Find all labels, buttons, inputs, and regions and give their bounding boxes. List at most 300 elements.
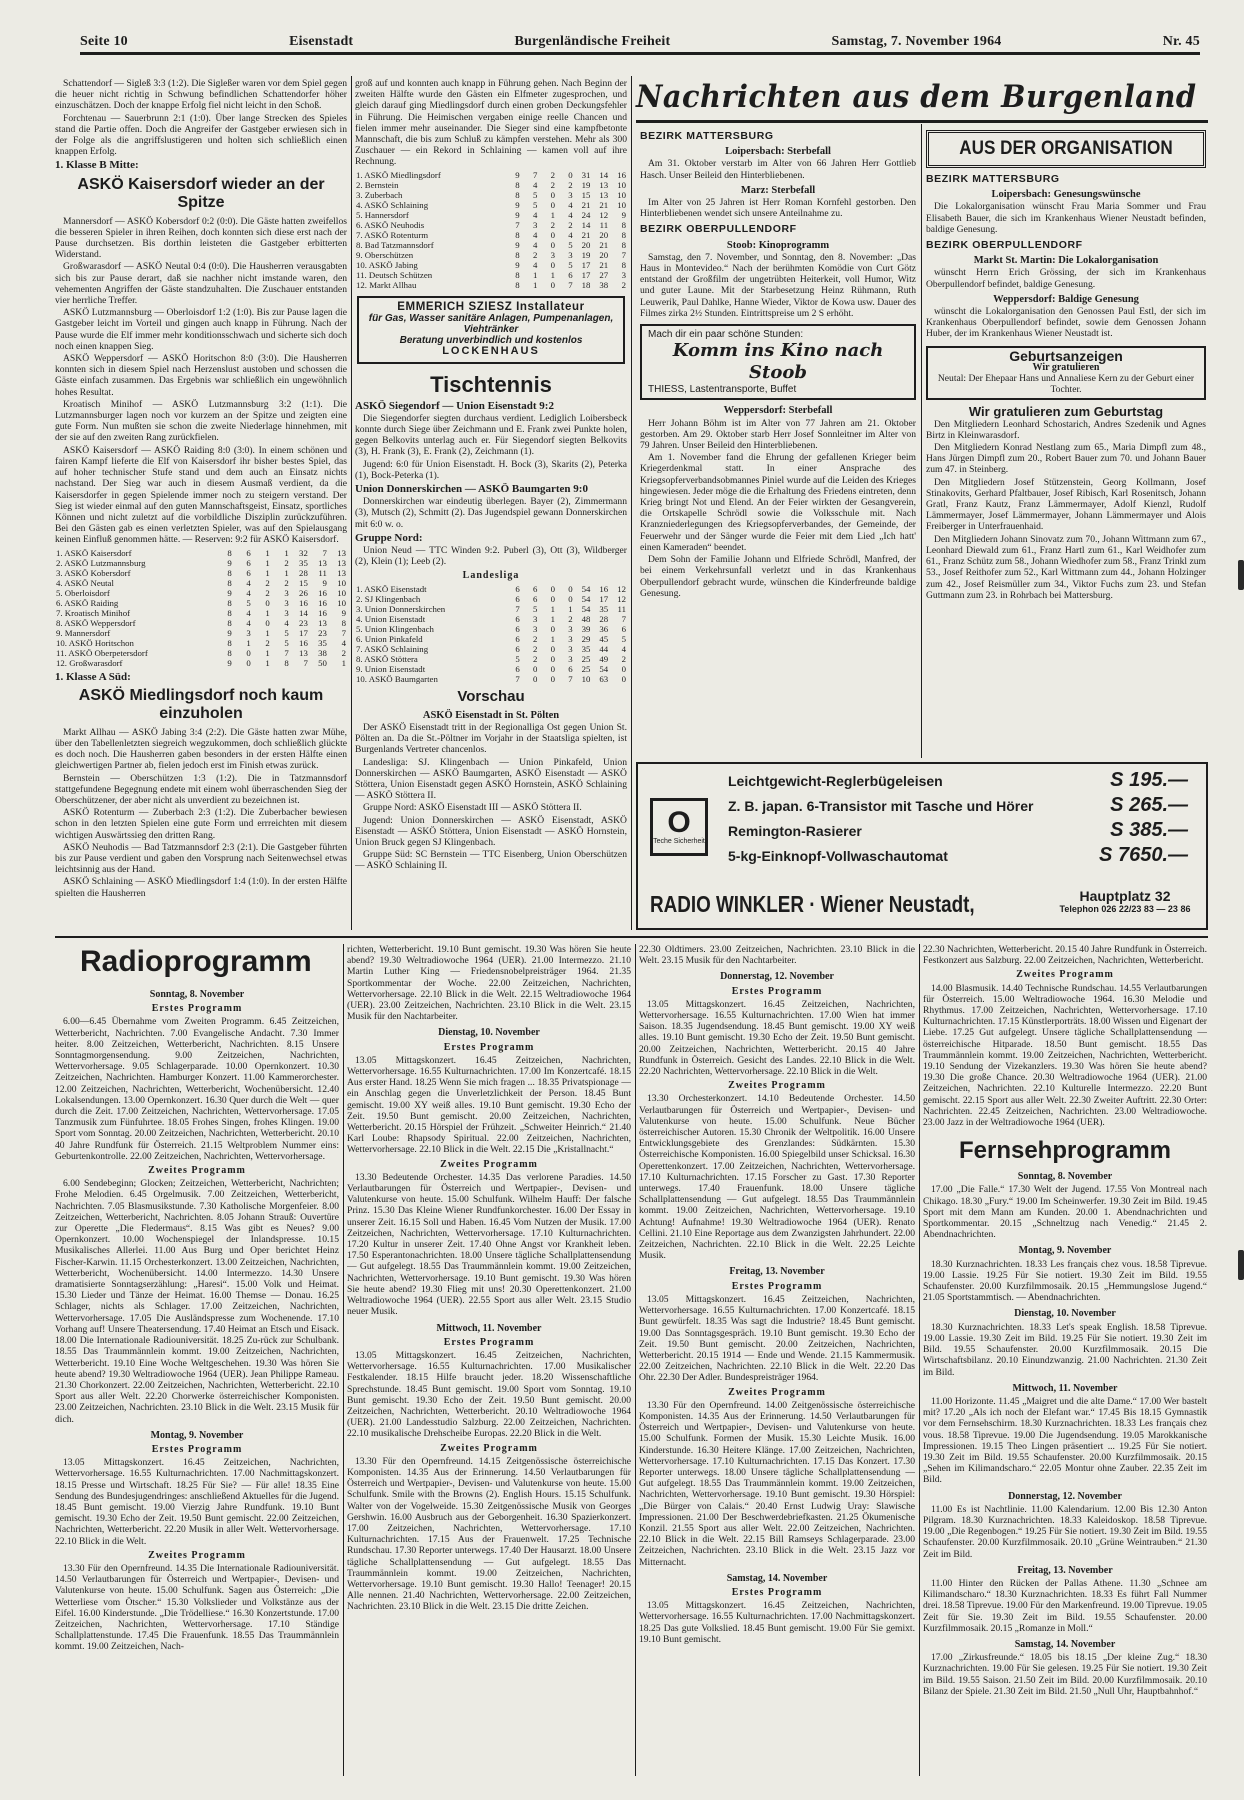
stat-cell: 0	[246, 657, 251, 668]
stat-cell: 13	[337, 557, 346, 568]
newspaper-name: Burgenländische Freiheit	[514, 34, 671, 49]
stat-cell: 16	[599, 583, 609, 594]
team-name: 12. Großwarasdorf	[56, 657, 123, 668]
stat-cell: 0	[550, 239, 555, 250]
team-name: 4. Union Eisenstadt	[356, 613, 426, 624]
channel-label: Zweites Programm	[1016, 969, 1114, 981]
table-row	[355, 614, 627, 624]
match-report: Die Siegendorfer siegten durchaus verdient. Lediglich Loibersbeck konnte durch Siege über Zeichmann und E. Frank zwei Punkte holen, gegen Belkovits unterlag auch er. Für Siegendorf siegten Belkovits (3), H. Frank (3), E. Frank (2), Zeichmann (1).	[355, 412, 627, 458]
ad-line: Komm ins Kino nach Stoob	[672, 340, 884, 384]
stat-cell: 26	[299, 587, 308, 598]
table-row	[55, 588, 347, 598]
headline-miedlingsdorf: ASKÖ Miedlingsdorf noch kaum einzuholen	[78, 686, 324, 722]
stat-cell: 2	[284, 577, 289, 588]
stat-cell: 14	[599, 169, 609, 180]
stat-cell: 14	[299, 607, 308, 618]
match-report: groß auf und konnten auch knapp in Führung gehen. Nach Beginn der zweiten Hälfte wurde den Gästen ein Elfmeter zugesprochen, und gleich darauf ging Miedlingsdorf durch einen groben Deckungsfehler in Führung. Die Heimischen vergaben einige reelle Chancen und fielen immer mehr auseinander. Die Sieger sind eine kampfbetonte Mannschaft, die bis zum Schluß zu kämpfen verstehen. Mehr als 300 Zuschauer — ein Rekord in Schlaining — kamen voll auf ihre Rechnung.	[355, 78, 627, 168]
stat-cell: 2	[532, 249, 538, 260]
table-row	[55, 618, 347, 628]
stat-cell: 38	[318, 647, 327, 658]
stat-cell: 9	[341, 607, 346, 618]
stat-cell: 31	[581, 169, 591, 180]
product-price: S 265.—	[1110, 794, 1188, 816]
table-row	[355, 250, 627, 260]
stat-cell: 8	[227, 617, 232, 628]
ad-line: Mach dir ein paar schöne Stunden:	[648, 329, 804, 341]
news-text: Dem Sohn der Familie Johann und Elfriede Schrödl, Manfred, der bei einem Verkehrsunfall verletzt und in das Krankenhaus Oberpullendorf gebracht wurde, wünschen die Kinderfreunde baldige Genesung.	[640, 554, 916, 599]
stat-cell: 50	[318, 657, 327, 668]
stat-cell: 9	[227, 587, 232, 598]
place-name: Eisenstadt	[289, 34, 354, 49]
match-report: Großwarasdorf — ASKÖ Neutal 0:4 (0:0). Die Hausherren verausgabten sich bis zur Pause derart, daß sie nachher nicht imstande waren, den vehementen Angriffen der Gäste standzuhalten. Die Zuschauer entstanden vier herrliche Treffer.	[55, 261, 347, 307]
match-report: ASKÖ Neuhodis — Bad Tatzmannsdorf 2:3 (2:1). Die Gastgeber führten bis zur Pause verdient und gaben den Vorsprung nach Seitenwechsel etwas leichtsinnig aus der Hand.	[55, 841, 347, 876]
stat-cell: 19	[581, 179, 591, 190]
program-text: 13.30 Für den Opernfreund. 14.15 Zeitgenössische österreichische Komponisten. 14.35 Aus der Erinnerung. 14.50 Verlautbarungen für Österreich und Wertpapier-, Devisen- und Valutenkurse von heute. 15.00 Schulfunk. Smile with the Browns (2). English Hours. 15.15 Schulfunk. Walter von der Vogelweide. 15.30 Zeitgenössische Musik von Georges Gershwin. 16.00 Ausbruch aus der Geborgenheit. 16.30 Spazierkonzert. 17.00 Zeitzeichen, Nachrichten, Wettervorhersage. 17.10 Kulturnachrichten. 17.15 Aus der Frauenwelt. 17.25 Technische Rundschau. 17.30 Reporter unterwegs. 17.40 Der Hausarzt. 18.00 Unsere tägliche Schallplattensendung — Gut aufgelegt. 18.55 Das Traummännlein kommt. 19.00 Zeitzeichen, Nachrichten, Wettervorhersage. 19.10 Bunt gemischt. 19.30 Hallo! Teenager! 20.15 Alle nennen. 21.40 Nachrichten, Wettervorhersage. 22.00 Zeitzeichen, Nachrichten. 23.10 Blick in die Welt. 23.15 Die dritte Zeichen.	[347, 1455, 631, 1613]
program-text: 22.30 Nachrichten, Wetterbericht. 20.15 40 Jahre Rundfunk in Österreich. Festkonzert aus Salzburg. 22.00 Zeitzeichen, Nachrichten, Wetterbericht.	[923, 944, 1207, 967]
winkler-contact	[1050, 888, 1200, 914]
program-text: 13.30 Orchesterkonzert. 14.10 Bedeutende Orchester. 14.50 Verlautbarungen für Österreich und Wertpapier-, Devisen- und Valutenkurse von heute. 15.00 Schulfunk. Neue Bücher österreichischer Autoren. 15.30 Chronik der Weltpolitik. 16.00 Unsere Entwicklungsgebiete des Grenzlandes: Südkärnten. 15.30 Österreichische Komponisten. 16.00 Spiegelbild unser Schicksal. 16.30 Operettenkonzert. 17.00 Zeitzeichen, Nachrichten, Wettervorhersage. 17.10 Kulturnachrichten. 17.15 Forscher zu Gast. 17.30 Reporter unterwegs. 17.40 Frauenfunk. 18.00 Unsere tägliche Schallplattensendung — Gut aufgelegt. 18.55 Das Traummännlein kommt. 19.00 Zeitzeichen, Nachrichten, Wettervorhersage. 19.10 Achtung! Aufnahme! 19.30 Weltradiowoche 1964 (UER). Renato Cellini. 21.10 Eine Reportage aus dem Zwanzigsten Jahrhundert. 22.00 Zeitzeichen, Nachrichten. 22.10 Blick in die Welt. 22.25 Leichte Musik.	[639, 1093, 915, 1262]
stat-cell: 6	[246, 567, 251, 578]
ad-line: THIESS, Lastentransporte, Buffet	[648, 384, 797, 396]
stat-cell: 1	[284, 547, 289, 558]
stat-cell: 1	[550, 603, 556, 614]
stat-cell: 2	[265, 637, 270, 648]
stat-cell: 27	[599, 269, 609, 280]
stat-cell: 8	[515, 269, 520, 280]
news-column-b	[926, 126, 1206, 758]
league-label: 1. Klasse A Süd:	[55, 670, 131, 683]
ad-line: für Gas, Wasser sanitäre Anlagen, Pumpenanlagen, Viehtränker	[368, 312, 614, 336]
logo-letter: O	[667, 806, 691, 839]
stat-cell: 8	[227, 597, 232, 608]
stat-cell: 35	[599, 603, 609, 614]
table-row	[355, 190, 627, 200]
stat-cell: 13	[337, 567, 346, 578]
page-edge-mark	[1238, 1250, 1244, 1280]
stat-cell: 11	[318, 567, 327, 578]
stat-cell: 54	[581, 593, 591, 604]
stat-cell: 3	[568, 623, 573, 634]
team-name: 2. Bernstein	[356, 179, 399, 190]
stat-cell: 7	[515, 673, 520, 684]
news-headline: Markt St. Martin: Die Lokalorganisation	[973, 255, 1159, 267]
stat-cell: 8	[621, 219, 626, 230]
news-headline: Marz: Sterbefall	[740, 184, 816, 196]
stat-cell: 5	[621, 633, 626, 644]
team-name: 12. Markt Allhau	[356, 279, 417, 290]
day-label: Donnerstag, 12. November	[720, 971, 834, 983]
stat-cell: 15	[299, 577, 308, 588]
team-name: 9. Mannersdorf	[56, 627, 111, 638]
stat-cell: 20	[581, 239, 591, 250]
stat-cell: 13	[599, 189, 609, 200]
match-report: Bernstein — Oberschützen 1:3 (1:2). Die in Tatzmannsdorf stattgefundene Begegnung endete mit einem wohl überraschenden Sieg der Oberschützener, der aber nicht als unverdient zu bezeichnen ist.	[55, 772, 347, 806]
table-row	[55, 598, 347, 608]
team-name: 7. Kroatisch Minihof	[56, 607, 131, 618]
team-name: 7. ASKÖ Schlaining	[356, 643, 429, 654]
product-price: S 385.—	[1110, 819, 1188, 841]
ad-line: EMMERICH SZIESZ Installateur	[397, 300, 585, 313]
table-row	[55, 628, 347, 638]
stat-cell: 8	[515, 189, 520, 200]
stat-cell: 2	[568, 179, 573, 190]
stat-cell: 0	[568, 593, 573, 604]
table-row	[355, 584, 627, 594]
stat-cell: 0	[621, 673, 626, 684]
channel-label: Zweites Programm	[148, 1165, 246, 1177]
team-name: 6. ASKÖ Neuhodis	[356, 219, 425, 230]
stat-cell: 16	[318, 607, 327, 618]
stat-cell: 1	[532, 279, 538, 290]
stat-cell: 4	[568, 209, 573, 220]
stat-cell: 3	[246, 627, 251, 638]
stat-cell: 20	[599, 249, 609, 260]
stat-cell: 6	[246, 557, 251, 568]
stat-cell: 0	[246, 647, 251, 658]
stat-cell: 2	[568, 219, 573, 230]
stat-cell: 6	[515, 633, 520, 644]
stat-cell: 3	[532, 623, 538, 634]
stat-cell: 6	[515, 613, 520, 624]
stat-cell: 4	[246, 577, 251, 588]
stat-cell: 13	[318, 617, 327, 628]
stat-cell: 23	[299, 617, 308, 628]
stat-cell: 9	[515, 259, 520, 270]
stat-cell: 21	[581, 229, 591, 240]
channel-label: Erstes Programm	[731, 1586, 823, 1598]
preview-text: Gruppe Süd: SC Bernstein — TTC Eisenberg, Union Oberschützen — ASKÖ Schlaining II.	[355, 849, 627, 872]
program-text: 11.00 Horizonte. 11.45 „Maigret und die alte Dame.“ 17.00 Wer bastelt mit? 17.20 „Als ich noch der Elefant war.“ 17.45 Bis 18.15 Gymnastik vor dem Fernsehschirm. 18.30 Kurznachrichten. 18.33 Les français chez vous. 18.58 Tiprevue. 19.00 Die Jugendsendung. 19.05 Marokkanische Impressionen. 19.15 Theo Lingen präsentiert ... 19.25 Für Sie notiert. 19.30 Zeit im Bild. 19.55 Schaufenster. 20.00 Kurzfilmmosaik. 20.15 „Sehen im Kilimandscharo.“ 22.05 Montur ohne Zauber. 22.35 Zeit im Bild.	[923, 1395, 1207, 1486]
stat-cell: 5	[284, 637, 289, 648]
program-text: 13.30 Bedeutende Orchester. 14.35 Das verlorene Paradies. 14.50 Verlautbarungen für Österreich und Wertpapier-, Devisen- und Valutenkurse von heute. 15.00 Schulfunk. Wilhelm Hauff: Der falsche Prinz. 15.30 Das Kleine Wiener Rundfunkorchester. 16.00 Der Essay in unserer Zeit. 16.15 Soll und Haben. 16.45 Vom Nutzen der Musik. 17.00 Zeitzeichen, Nachrichten, Wettervorhersage. 17.10 Kulturnachrichten. 17.20 Kultur in unserer Zeit. 17.40 Ohne Angst vor Krankheit leben. 17.50 Esperantonachrichten. 18.00 Unsere tägliche Schallplattensendung — Gut aufgelegt. 18.55 Das Traummännlein kommt. 19.00 Zeitzeichen, Nachrichten, Wettervorhersage. 19.10 Bunt gemischt. 19.30 Was hören Sie heute abend? 19.30 Flieg mit uns! 20.30 Operettenkonzert. 21.00 Weltradiowoche 1964 (UER). 22.55 Sport aus aller Welt. 23.15 Studio neuer Musik.	[347, 1171, 631, 1318]
table-row	[355, 634, 627, 644]
masthead-rule	[80, 52, 1200, 55]
stat-cell: 2	[265, 577, 270, 588]
news-text: Am 1. November fand die Ehrung der gefallenen Krieger beim Kriegerdenkmal statt. In einer Ansprache des Kriegsopferverbandsobmannes Piniel wurde auf die Leiden des Krieges hingewiesen. Jeder möge die die Erhaltung des Friedens eintreten, denn Krieg bringt Not und Elend. An der Feier wirkten der Gesangverein, die Ortskapelle Schrödl sowie die Volksschule mit. Nach Kranzniederlegungen des Kriegsopferverbandes, der Gemeinde, der Feuerwehr und der Sänger wurde die Feier mit dem Lied „Ich hatt' einen Kameraden“ beendet.	[640, 452, 916, 553]
stat-cell: 1	[550, 209, 555, 220]
team-name: 1. ASKÖ Kaisersdorf	[56, 547, 132, 558]
section-rule	[55, 936, 1208, 938]
stat-cell: 2	[550, 169, 555, 180]
stat-cell: 10	[617, 199, 626, 210]
table-row	[355, 624, 627, 634]
table-row	[355, 210, 627, 220]
stat-cell: 11	[617, 603, 626, 614]
price-row	[728, 818, 1188, 843]
stat-cell: 45	[599, 633, 609, 644]
stat-cell: 4	[568, 199, 573, 210]
stat-cell: 6	[515, 663, 520, 674]
stat-cell: 32	[299, 547, 308, 558]
stat-cell: 4	[532, 179, 538, 190]
channel-label: Zweites Programm	[440, 1442, 538, 1454]
match-headline: ASKÖ Siegendorf — Union Eisenstadt 9:2	[355, 399, 554, 412]
stat-cell: 4	[246, 587, 251, 598]
program-text: richten, Wetterbericht. 19.10 Bunt gemischt. 19.30 Was hören Sie heute abend? 19.30 Weltradiowoche 1964 (UER). 21.00 Intermezzo. 21.10 Martin Luther King — Friedensnobelpreisträger 1964. 21.35 Sportkommentar der Woche. 22.00 Zeitzeichen, Nachrichten, Wettervorhersage. 22.10 Blick in die Welt. 22.15 Weltradiowoche 1964 (UER). 23.00 Zeitzeichen, Nachrichten. 23.10 Blick in die Welt. 23.15 Musik für den Nachtarbeiter.	[347, 944, 631, 1023]
stat-cell: 8	[621, 259, 626, 270]
stat-cell: 0	[550, 583, 556, 594]
program-text: 13.05 Mittagskonzert. 16.45 Zeitzeichen, Nachrichten, Wettervorhersage. 16.55 Kulturnachrichten. 17.00 Wien hat immer Saison. 18.35 Jugendsendung. 18.45 Bunt gemischt. 19.00 XY weiß alles. 19.10 Bunt gemischt. 19.30 Echo der Zeit. 19.50 Bunt gemischt. 20.00 Zeitzeichen, Nachrichten, Wetterbericht. 20.15 40 Jahre Rundfunk in Österreich. Gesicht des Landes. 22.10 Blick in die Welt. 22.20 Nachrichten, Wettervorhersage. 22.10 Blick in die Welt.	[639, 998, 915, 1078]
stat-cell: 17	[299, 627, 308, 638]
stat-cell: 5	[568, 259, 573, 270]
stat-cell: 14	[581, 219, 591, 230]
radio-tv-column-4	[923, 944, 1207, 1774]
preview-text: Der ASKÖ Eisenstadt tritt in der Regionalliga Ost gegen Union St. Pölten an. Da die St.-Pöltner im Vorjahr in der Staatsliga spielten, ist Burgenlands Vertreter chancenlos.	[355, 721, 627, 756]
stat-cell: 8	[621, 239, 626, 250]
ad-line: LOCKENHAUS	[442, 345, 540, 358]
stat-cell: 0	[550, 229, 555, 240]
program-text: 6.00 Sendebeginn; Glocken; Zeitzeichen, Wetterbericht, Nachrichten; Frohe Melodien. 6.45 Orgelmusik. 7.00 Zeitzeichen, Wetterbericht, Nachrichten. 7.05 Blasmusikstunde. 7.30 Katholische Morgenfeier. 8.00 Zeitzeichen, Wetterbericht, Nachrichten. 8.05 Johann Strauß: Ouvertüre zur Operette „Die Fledermaus“. 8.15 Was gibt es Neues? 9.00 Opernkonzert. 10.00 Wochenspiegel der Inlandspresse. 10.15 Musikalisches Allerlei. 11.00 Aus Burg und Oper berichtet Heinz Fischer-Karwin. 11.15 Orchesterkonzert. 13.00 Zeitzeichen, Nachrichten, Wetterbericht, Wochenübersicht. 14.00 Intermezzo. 14.30 Unsere dramatisierte Sonntagserzählung: „Haresi“. 15.00 Volk und Heimat. 15.30 Lieder und Tänze der Heimat. 16.00 Themse — Donau. 16.25 Schlager, nichts als Schlager. 17.00 Zeitzeichen, Nachrichten, Wettervorhersage. 17.05 Die Ausländspresse zum Wochenende. 17.10 Vorhang auf! Unsere Theatersendung. 17.40 Heimat an Etsch und Eisack. 18.00 Die Internationale Radiouniversität. 18.25 Zu-rück zur Schulbank. 18.55 Das Traummännlein kommt. 19.00 Zeitzeichen, Nachrichten, Wetterbericht. 19.10 Eine Woche Weltgeschehen. 19.30 Was hören Sie heute abend? 19.30 Weltradiowoche 1964 (UER). Jean Philippe Rameau. 21.30 Chorkonzert. 22.00 Zeitzeichen, Nachrichten, Wetterbericht. 22.10 Sport aus aller Welt. 22.20 Chorwerke österreichischer Komponisten. 23.00 Zeitzeichen, Nachrichten. 23.10 Blick in die Welt. 23.15 Musik für dich.	[55, 1178, 339, 1425]
day-label: Dienstag, 10. November	[1014, 1308, 1116, 1320]
table-row	[355, 674, 627, 684]
team-name: 9. Oberschützen	[356, 249, 414, 260]
match-report: Markt Allhau — ASKÖ Jabing 3:4 (2:2). Die Gäste hatten zwar Mühe, über den Tabellenletzten siegreich wegzukommen, doch schließlich glückte es doch noch. Die Hausherren gaben besonders in der ersten Hälfte einen gleichwertigen Partner ab, fielen jedoch erst im Finish etwas zurück.	[55, 726, 347, 772]
team-name: 3. Union Donnerskirchen	[356, 603, 446, 614]
birth-subtitle: Wir gratulieren	[1032, 361, 1100, 373]
team-name: 8. ASKÖ Stöttera	[356, 653, 418, 664]
stat-cell: 8	[227, 607, 232, 618]
stat-cell: 5	[284, 627, 289, 638]
stat-cell: 0	[621, 663, 626, 674]
stat-cell: 9	[515, 239, 520, 250]
ad-line: Beratung unverbindlich und kostenlos	[399, 335, 583, 347]
stat-cell: 1	[265, 557, 270, 568]
channel-label: Erstes Programm	[731, 985, 823, 997]
match-report: ASKÖ Kaisersdorf — ASKÖ Raiding 8:0 (3:0). In einem schönen und fairen Kampf lieferte die Elf von Kaisersdorf ihr bisher bestes Spiel, das auf hoher technischer Stufe stand und dem auch an Einsatz nichts nachstand. Der Sieg war auch in diesem Ausmaß verdient, da die Kaisersdorfer in gegen Spielende immer noch zu steigern verstand. Der Sieg ist wieder einmal auf den guten Mannschaftsgeist, Einsatz, sportliches Können und nicht zuletzt auf die vorbildliche Disziplin zurückzuführen. Bei den Gästen gab es einen verletzten Spieler, was auf den Spielausgang keinen Einfluß genommen hätte. — Reserven: 9:2 für ASKÖ Kaisersdorf.	[55, 444, 347, 546]
radio-title: Radioprogramm	[80, 945, 312, 978]
stat-cell: 25	[581, 663, 591, 674]
stat-cell: 8	[227, 647, 232, 658]
day-label: Freitag, 13. November	[729, 1266, 825, 1278]
winkler-address: Hauptplatz 32	[1079, 888, 1171, 904]
stat-cell: 4	[341, 637, 346, 648]
stat-cell: 35	[581, 643, 591, 654]
news-text: Den Mitgliedern Konrad Nestlang zum 65., Maria Dimpfl zum 48., Hans Jürgen Dimpfl zum 20., Robert Bauer zum 70. und Johann Bauer zum 47. in Steinberg.	[926, 442, 1206, 476]
stat-cell: 0	[550, 643, 556, 654]
stat-cell: 5	[532, 199, 538, 210]
stat-cell: 54	[581, 603, 591, 614]
stat-cell: 7	[284, 647, 289, 658]
stat-cell: 1	[532, 269, 538, 280]
stat-cell: 7	[621, 613, 626, 624]
issue-number: Nr. 45	[1162, 34, 1200, 49]
stat-cell: 29	[581, 633, 591, 644]
channel-label: Erstes Programm	[731, 1280, 823, 1292]
radio-column-1	[55, 984, 339, 1774]
column-rule	[919, 944, 920, 1776]
table-row	[55, 658, 347, 668]
column-rule	[635, 944, 636, 1776]
stat-cell: 4	[246, 617, 251, 628]
team-name: 6. Union Pinkafeld	[356, 633, 423, 644]
stat-cell: 4	[532, 209, 538, 220]
stat-cell: 0	[568, 169, 573, 180]
stat-cell: 5	[246, 597, 251, 608]
stat-cell: 0	[550, 663, 556, 674]
stat-cell: 2	[532, 633, 538, 644]
channel-label: Erstes Programm	[151, 1443, 243, 1455]
match-report: Jugend: 6:0 für Union Eisenstadt. H. Bock (3), Skarits (2), Peterka (1), Bock-Peterka (1).	[355, 458, 627, 481]
stat-cell: 4	[532, 229, 538, 240]
match-report: Union Neud — TTC Winden 9:2. Puberl (3), Ott (3), Wildberger (2), Klein (1); Leeb (2).	[355, 545, 627, 568]
stat-cell: 10	[337, 597, 346, 608]
team-name: 11. Deutsch Schützen	[356, 269, 433, 280]
winkler-logo	[650, 798, 708, 856]
stat-cell: 16	[299, 597, 308, 608]
group-label: Gruppe Nord:	[355, 531, 423, 544]
stat-cell: 6	[515, 583, 520, 594]
stat-cell: 38	[599, 279, 609, 290]
team-name: 4. ASKÖ Neutal	[56, 577, 114, 588]
program-text: 13.05 Mittagskonzert. 16.45 Zeitzeichen, Nachrichten, Wettervorhersage. 16.55 Kulturnachrichten. 17.00 Im Konzertcafé. 18.15 Aus erster Hand. 18.25 Wenn Sie mich fragen ... 18.35 Privatspionage — ein Anschlag gegen die Unverletzlichkeit der Person. 18.45 Bunt gemischt. 19.00 XY weiß alles. 19.10 Bunt gemischt. 19.30 Echo der Zeit. 19.50 Bunt gemischt. 20.00 Zeitzeichen, Nachrichten, Wetterbericht. 20.15 Hörspiel der Frühzeit. „Schweiter Heinrich.“ 21.40 Karl Loube: Rhapsody Spiritual. 22.00 Zeitzeichen, Nachrichten, Wettervorhersage. 22.10 Blick in die Welt. 22.15 Die „Kristallnacht.“	[347, 1054, 631, 1156]
stat-cell: 23	[318, 627, 327, 638]
league-label: 1. Klasse B Mitte:	[55, 159, 139, 172]
stat-cell: 21	[599, 199, 609, 210]
stat-cell: 7	[341, 627, 346, 638]
stat-cell: 3	[568, 189, 573, 200]
column-rule	[631, 76, 632, 930]
radio-column-3	[639, 944, 915, 1774]
stat-cell: 0	[568, 583, 573, 594]
program-text: 13.05 Mittagskonzert. 16.45 Zeitzeichen, Nachrichten, Wettervorhersage. 16.55 Kulturnachrichten. 17.00 Musikalischer Festkalender. 18.15 Hilfe braucht jeder. 18.20 Wissenschaftliche Sprechstunde. 18.45 Bunt gemischt. 19.00 Sport vom Sonntag. 19.10 Bunt gemischt. 19.30 Echo der Zeit. 19.50 Bunt gemischt. 20.00 Zeitzeichen, Nachrichten, Wetterbericht. 20.10 Weltradiowoche 1964 (UER). 21.00 Landesstudio Salzburg. 22.00 Zeitzeichen, Nachrichten. 22.10 musikalische Drehscheibe Europas. 22.20 Blick in die Welt.	[347, 1349, 631, 1440]
stat-cell: 7	[515, 603, 520, 614]
program-text: 17.00 „Die Falle.“ 17.30 Welt der Jugend. 17.55 Von Montreal nach Chikago. 18.30 „Fury.“ 19.00 Im Scheinwerfer. 19.30 Zeit im Bild. 19.45 Sport mit dem Mann am Kunden. 20.00 1. Abendnachrichten und Sportkommentar. 20.15 „Schneltzug nach Venedig.“ 21.45 2. Abendnachrichten.	[923, 1184, 1207, 1241]
stat-cell: 9	[322, 577, 327, 588]
match-report: ASKÖ Weppersdorf — ASKÖ Horitschon 8:0 (3:0). Die Hausherren konnten sich in diesem Spiel nach Herzenslust austoben und schossen die Gäste einfach zusammen. Das Ergebnis war schließlich ein ungewöhnlich hohes Resultat.	[55, 353, 347, 398]
stat-cell: 2	[341, 647, 346, 658]
day-label: Sonntag, 8. November	[149, 989, 245, 1000]
column-rule	[343, 944, 344, 1776]
headline-vorschau: Vorschau	[457, 687, 525, 705]
stat-cell: 3	[284, 587, 289, 598]
masthead	[80, 28, 1200, 50]
stat-cell: 10	[617, 179, 626, 190]
column-rule	[351, 76, 352, 930]
stat-cell: 16	[299, 637, 308, 648]
preview-text: Jugend: Union Donnerskirchen — ASKÖ Eisenstadt, ASKÖ Eisenstadt — ASKÖ Stöttera, Union Eisenstadt — ASKÖ Hornstein, Union Bruck gegen SJ Klingenbach.	[355, 814, 627, 848]
program-text: 13.30 Für den Opernfreund. 14.00 Zeitgenössische österreichische Komponisten. 14.35 Aus der Erinnerung. 14.50 Verlautbarungen für Österreich und Wertpapier-, Devisen- und Valutenkurse von heute. 15.00 Schulfunk. Formen der Musik. 15.30 Leichte Musik. 16.00 Kinderstunde. 16.30 Heitere Klänge. 17.00 Zeitzeichen, Nachrichten, Wettervorhersage. 17.10 Kulturnachrichten. 17.15 Das Konzert. 17.30 Reporter unterwegs. 18.00 Unsere tägliche Schallplattensendung — Gut aufgelegt. 18.55 Das Traummännlein kommt. 19.00 Zeitzeichen, Nachrichten, Wettervorhersage. 19.10 Bunt gemischt. 19.30 Hörspiel: „Die Bürger von Calais.“ 20.40 Ernst Ludwig Uray: Slawische Impressionen. 21.00 Der Beschwerdebriefkasten. 21.25 Ökumenische Konzil. 21.55 Sport aus aller Welt. 22.00 Zeitzeichen, Nachrichten. 22.10 Blick in die Welt. 22.15 Bill Ramseys Schlagerparade. 23.00 Zeitzeichen, Nachrichten. 23.10 Blick in die Welt. 23.15 Jazz vor Mitternacht.	[639, 1399, 915, 1568]
birth-text: Neutal: Der Ehepaar Hans und Annaliese Kern zu der Geburt einer Tochter.	[937, 373, 1195, 396]
news-text: wünscht Herrn Erich Grössing, der sich im Krankenhaus Oberpullendorf befindet, baldige Genesung.	[926, 267, 1206, 290]
birth-announcement-box	[926, 346, 1206, 401]
stat-cell: 8	[515, 279, 520, 290]
stat-cell: 2	[532, 653, 538, 664]
stat-cell: 54	[581, 583, 591, 594]
day-label: Sonntag, 8. November	[1017, 1171, 1113, 1183]
stat-cell: 1	[265, 657, 270, 668]
stat-cell: 3	[532, 219, 538, 230]
ad-kino-stoob	[640, 324, 916, 400]
stat-cell: 8	[515, 229, 520, 240]
program-text: 13.05 Mittagskonzert. 16.45 Zeitzeichen, Nachrichten, Wettervorhersage. 16.55 Kulturnachrichten. 17.00 Nachmittagskonzert. 18.25 Das gute Volkslied. 18.45 Bunt gemischt. 19.00 Für Sie gemixt. 19.10 Bunt gemischt.	[639, 1600, 915, 1645]
stat-cell: 6	[515, 623, 520, 634]
headline-kaisersdorf: ASKÖ Kaisersdorf wieder an der Spitze	[77, 175, 325, 211]
tv-title: Fernsehprogramm	[958, 1137, 1172, 1165]
stat-cell: 25	[581, 653, 591, 664]
stat-cell: 6	[515, 593, 520, 604]
stat-cell: 5	[532, 603, 538, 614]
stat-cell: 36	[599, 623, 609, 634]
team-name: 10. ASKÖ Horitschon	[56, 637, 134, 648]
stat-cell: 3	[532, 613, 538, 624]
stat-cell: 0	[550, 189, 555, 200]
team-name: 10. ASKÖ Baumgarten	[356, 673, 438, 684]
stat-cell: 8	[515, 249, 520, 260]
price-row	[728, 843, 1188, 868]
birthday-headline: Wir gratulieren zum Geburtstag	[968, 404, 1164, 420]
org-box	[926, 130, 1206, 168]
table-row	[355, 230, 627, 240]
radio-column-2	[347, 944, 631, 1774]
issue-date: Samstag, 7. November 1964	[831, 34, 1002, 49]
stat-cell: 10	[337, 577, 346, 588]
stat-cell: 7	[621, 249, 626, 260]
program-text: 18.30 Kurznachrichten. 18.33 Let's speak English. 18.58 Tiprevue. 19.00 Lassie. 19.30 Zeit im Bild. 19.25 Für Sie notiert. 19.30 Zeit im Bild. 19.55 Schaufenster. 20.00 Kurzfilmmosaik. 20.15 Die Wirtschaftsbilanz. 20.10 Einundzwanzig. 21.00 Nachrichten. 21.30 Zeit im Bild.	[923, 1321, 1207, 1378]
table-row	[355, 604, 627, 614]
stat-cell: 4	[284, 617, 289, 628]
stat-cell: 9	[227, 557, 232, 568]
stat-cell: 1	[550, 269, 555, 280]
program-text: 11.00 Es ist Nachtlinie. 11.00 Kalendarium. 12.00 Bis 12.30 Anton Pilgram. 18.30 Kurznachrichten. 18.33 Kaleidoskop. 18.58 Tiprevue. 19.00 „Die Regenbogen.“ 19.25 Für Sie notiert. 19.30 Zeit im Bild. 19.55 Schaufenster. 20.00 Kurzfilmmosaik. 20.10 „Grüne Weintrauben.“ 21.30 Zeit im Bild.	[923, 1503, 1207, 1560]
league-table-a	[355, 170, 627, 290]
stat-cell: 12	[617, 583, 626, 594]
stat-cell: 2	[265, 587, 270, 598]
stat-cell: 2	[568, 613, 573, 624]
stat-cell: 3	[550, 249, 555, 260]
news-text: Am 31. Oktober verstarb im Alter von 66 Jahren Herr Gottlieb Hasch. Unser Beileid den Hinterbliebenen.	[640, 158, 916, 181]
stat-cell: 5	[568, 239, 573, 250]
team-name: 5. Union Klingenbach	[356, 623, 434, 634]
team-name: 5. Hannersdorf	[356, 209, 409, 220]
stat-cell: 4	[246, 607, 251, 618]
column-rule	[921, 124, 922, 758]
stat-cell: 18	[581, 279, 591, 290]
stat-cell: 6	[568, 663, 573, 674]
channel-label: Zweites Programm	[728, 1386, 826, 1398]
news-text: Im Alter von 25 Jahren ist Herr Roman Kornfehl gestorben. Den Hinterbliebenen wendet sich unsere Anteilnahme zu.	[640, 197, 916, 220]
match-report: Forchtenau — Sauerbrunn 2:1 (1:0). Über lange Strecken des Spieles stand die Partie offen. Doch die Angreifer der Gastgeber erwiesen sich in der Folge als die angriffslustigeren und holten sich schließlich einen knappen Erfolg.	[55, 112, 347, 158]
channel-label: Erstes Programm	[151, 1003, 243, 1015]
stat-cell: 9	[515, 169, 520, 180]
stat-cell: 6	[621, 623, 626, 634]
stat-cell: 21	[599, 239, 609, 250]
winkler-name: RADIO WINKLER · Wiener Neustadt,	[650, 891, 975, 917]
channel-label: Erstes Programm	[443, 1336, 535, 1348]
sport-column-1	[55, 78, 347, 930]
stat-cell: 3	[284, 607, 289, 618]
page-number: Seite 10	[80, 34, 128, 49]
stat-cell: 1	[265, 647, 270, 658]
table-row	[355, 200, 627, 210]
stat-cell: 3	[568, 633, 573, 644]
stat-cell: 13	[318, 557, 327, 568]
stat-cell: 7	[568, 673, 573, 684]
stat-cell: 2	[621, 279, 626, 290]
team-name: 3. Zuberbach	[356, 189, 403, 200]
table-row	[55, 608, 347, 618]
team-name: 9. Union Eisenstadt	[356, 663, 426, 674]
sport-column-2	[355, 78, 627, 930]
ad-emmerich-sziesz	[357, 296, 625, 364]
stat-cell: 48	[581, 613, 591, 624]
stat-cell: 7	[322, 547, 327, 558]
match-report: Kroatisch Minihof — ASKÖ Lutzmannsburg 3:2 (1:1). Die Lutzmannsburger lagen noch vor kurzem an der Spitze und zeigten eine gute Form. Nun mußten sie schon die zweite Niederlage hinnehmen, mit der sie auf den zweiten Rang zurückfielen.	[55, 398, 347, 444]
news-column-a	[640, 126, 916, 758]
district-label: BEZIRK OBERPULLENDORF	[926, 239, 1083, 252]
stat-cell: 7	[303, 657, 308, 668]
table-row	[355, 280, 627, 290]
team-name: 3. ASKÖ Kobersdorf	[56, 567, 131, 578]
